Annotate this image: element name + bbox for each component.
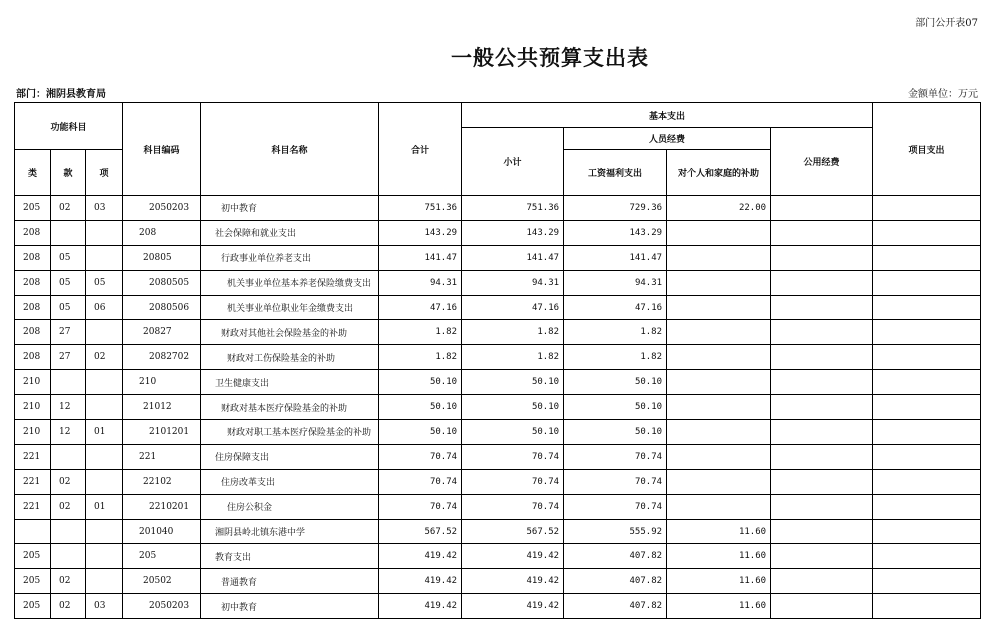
table-row <box>15 519 981 544</box>
cell-wages: 70.74 <box>564 469 667 494</box>
amount-unit-label: 金额单位：万元 <box>908 89 978 100</box>
cell-name: 社会保障和就业支出 <box>201 220 379 245</box>
cell-project <box>873 420 981 445</box>
cell-kuan <box>51 444 86 469</box>
cell-name: 住房公积金 <box>201 494 379 519</box>
cell-project <box>873 544 981 569</box>
cell-code: 2080506 <box>123 295 201 320</box>
cell-subsidy <box>667 320 771 345</box>
cell-subtotal: 567.52 <box>462 519 564 544</box>
cell-name: 普通教育 <box>201 569 379 594</box>
cell-code: 210 <box>123 370 201 395</box>
cell-kuan <box>51 370 86 395</box>
cell-xiang: 02 <box>86 345 123 370</box>
cell-subtotal: 70.74 <box>462 444 564 469</box>
cell-wages: 70.74 <box>564 444 667 469</box>
table-row <box>15 469 981 494</box>
cell-subtotal: 1.82 <box>462 320 564 345</box>
cell-public <box>771 594 873 619</box>
cell-public <box>771 370 873 395</box>
cell-code: 2050203 <box>123 196 201 221</box>
cell-name: 财政对职工基本医疗保险基金的补助 <box>201 420 379 445</box>
table-row <box>15 320 981 345</box>
cell-subsidy: 11.60 <box>667 569 771 594</box>
cell-xiang: 03 <box>86 196 123 221</box>
cell-code: 20805 <box>123 245 201 270</box>
cell-project <box>873 295 981 320</box>
cell-total: 567.52 <box>379 519 462 544</box>
cell-public <box>771 270 873 295</box>
table-row <box>15 245 981 270</box>
cell-subsidy: 11.60 <box>667 519 771 544</box>
cell-xiang <box>86 519 123 544</box>
cell-wages: 50.10 <box>564 395 667 420</box>
header-basic: 基本支出 <box>462 103 873 128</box>
table-row <box>15 494 981 519</box>
cell-subsidy <box>667 395 771 420</box>
cell-kuan: 27 <box>51 345 86 370</box>
cell-subtotal: 419.42 <box>462 544 564 569</box>
cell-public <box>771 245 873 270</box>
table-row <box>15 569 981 594</box>
cell-project <box>873 245 981 270</box>
header-kuan: 款 <box>51 150 86 196</box>
header-subtotal: 小计 <box>462 128 564 196</box>
cell-public <box>771 395 873 420</box>
cell-xiang <box>86 395 123 420</box>
cell-subtotal: 47.16 <box>462 295 564 320</box>
cell-xiang: 01 <box>86 494 123 519</box>
cell-kuan: 12 <box>51 395 86 420</box>
table-row <box>15 345 981 370</box>
cell-xiang: 06 <box>86 295 123 320</box>
cell-total: 751.36 <box>379 196 462 221</box>
cell-subsidy <box>667 494 771 519</box>
table-row <box>15 544 981 569</box>
cell-code: 221 <box>123 444 201 469</box>
cell-total: 70.74 <box>379 494 462 519</box>
cell-total: 47.16 <box>379 295 462 320</box>
cell-code: 2082702 <box>123 345 201 370</box>
cell-kuan: 02 <box>51 594 86 619</box>
cell-category: 205 <box>15 544 51 569</box>
table-row <box>15 295 981 320</box>
form-number: 部门公开表07 <box>915 18 978 29</box>
cell-wages: 555.92 <box>564 519 667 544</box>
cell-code: 201040 <box>123 519 201 544</box>
cell-project <box>873 469 981 494</box>
cell-kuan: 02 <box>51 469 86 494</box>
cell-subsidy <box>667 370 771 395</box>
cell-project <box>873 444 981 469</box>
cell-wages: 50.10 <box>564 370 667 395</box>
cell-project <box>873 519 981 544</box>
cell-subtotal: 1.82 <box>462 345 564 370</box>
cell-category: 210 <box>15 395 51 420</box>
cell-project <box>873 320 981 345</box>
cell-category: 221 <box>15 494 51 519</box>
cell-total: 70.74 <box>379 444 462 469</box>
cell-code: 208 <box>123 220 201 245</box>
cell-wages: 407.82 <box>564 594 667 619</box>
cell-xiang: 03 <box>86 594 123 619</box>
cell-xiang <box>86 320 123 345</box>
cell-subtotal: 70.74 <box>462 469 564 494</box>
cell-total: 419.42 <box>379 544 462 569</box>
cell-name: 行政事业单位养老支出 <box>201 245 379 270</box>
header-subsidy: 对个人和家庭的补助 <box>667 150 771 196</box>
header-func-subject: 功能科目 <box>15 103 123 150</box>
cell-total: 1.82 <box>379 320 462 345</box>
cell-xiang <box>86 469 123 494</box>
cell-name: 卫生健康支出 <box>201 370 379 395</box>
cell-category: 208 <box>15 270 51 295</box>
cell-xiang <box>86 220 123 245</box>
table-row <box>15 444 981 469</box>
cell-subtotal: 50.10 <box>462 395 564 420</box>
cell-code: 2101201 <box>123 420 201 445</box>
cell-public <box>771 494 873 519</box>
cell-subsidy: 11.60 <box>667 594 771 619</box>
cell-subsidy <box>667 444 771 469</box>
cell-kuan: 02 <box>51 494 86 519</box>
page-title: 一般公共预算支出表 <box>451 45 649 70</box>
cell-kuan <box>51 544 86 569</box>
cell-public <box>771 469 873 494</box>
cell-total: 143.29 <box>379 220 462 245</box>
header-cat: 类 <box>15 150 51 196</box>
table-body <box>15 196 981 619</box>
table-row <box>15 196 981 221</box>
cell-subsidy: 11.60 <box>667 544 771 569</box>
cell-category <box>15 519 51 544</box>
cell-xiang <box>86 370 123 395</box>
cell-public <box>771 345 873 370</box>
cell-name: 教育支出 <box>201 544 379 569</box>
cell-wages: 407.82 <box>564 544 667 569</box>
cell-code: 22102 <box>123 469 201 494</box>
cell-wages: 729.36 <box>564 196 667 221</box>
cell-subsidy <box>667 295 771 320</box>
cell-kuan: 27 <box>51 320 86 345</box>
cell-subsidy <box>667 420 771 445</box>
cell-subtotal: 419.42 <box>462 594 564 619</box>
cell-kuan: 05 <box>51 295 86 320</box>
cell-project <box>873 220 981 245</box>
table-row <box>15 220 981 245</box>
cell-xiang: 01 <box>86 420 123 445</box>
cell-category: 208 <box>15 245 51 270</box>
cell-total: 50.10 <box>379 370 462 395</box>
cell-public <box>771 569 873 594</box>
cell-subtotal: 751.36 <box>462 196 564 221</box>
cell-subsidy <box>667 469 771 494</box>
cell-total: 94.31 <box>379 270 462 295</box>
header-name: 科目名称 <box>201 103 379 196</box>
cell-subsidy: 22.00 <box>667 196 771 221</box>
cell-subsidy <box>667 220 771 245</box>
cell-xiang: 05 <box>86 270 123 295</box>
cell-wages: 407.82 <box>564 569 667 594</box>
table-row <box>15 420 981 445</box>
cell-total: 50.10 <box>379 420 462 445</box>
cell-public <box>771 444 873 469</box>
cell-category: 205 <box>15 594 51 619</box>
header-total: 合计 <box>379 103 462 196</box>
cell-public <box>771 295 873 320</box>
cell-subsidy <box>667 345 771 370</box>
cell-wages: 50.10 <box>564 420 667 445</box>
cell-wages: 94.31 <box>564 270 667 295</box>
cell-xiang <box>86 444 123 469</box>
cell-wages: 70.74 <box>564 494 667 519</box>
cell-public <box>771 320 873 345</box>
cell-kuan: 05 <box>51 245 86 270</box>
header-xiang: 项 <box>86 150 123 196</box>
cell-project <box>873 196 981 221</box>
cell-name: 机关事业单位基本养老保险缴费支出 <box>201 270 379 295</box>
cell-name: 财政对基本医疗保险基金的补助 <box>201 395 379 420</box>
cell-subtotal: 141.47 <box>462 245 564 270</box>
cell-code: 2080505 <box>123 270 201 295</box>
cell-kuan <box>51 519 86 544</box>
cell-category: 221 <box>15 444 51 469</box>
cell-public <box>771 220 873 245</box>
header-code: 科目编码 <box>123 103 201 196</box>
header-project: 项目支出 <box>873 103 981 196</box>
cell-code: 20827 <box>123 320 201 345</box>
cell-code: 2210201 <box>123 494 201 519</box>
cell-xiang <box>86 544 123 569</box>
budget-table <box>14 102 981 619</box>
table-row <box>15 370 981 395</box>
cell-category: 208 <box>15 345 51 370</box>
cell-total: 70.74 <box>379 469 462 494</box>
cell-subsidy <box>667 270 771 295</box>
cell-project <box>873 370 981 395</box>
cell-wages: 1.82 <box>564 320 667 345</box>
header-wages: 工资福利支出 <box>564 150 667 196</box>
table-row <box>15 594 981 619</box>
table-row <box>15 270 981 295</box>
cell-subtotal: 419.42 <box>462 569 564 594</box>
header-public: 公用经费 <box>771 128 873 196</box>
header-personnel: 人员经费 <box>564 128 771 150</box>
cell-code: 21012 <box>123 395 201 420</box>
cell-wages: 143.29 <box>564 220 667 245</box>
cell-name: 湘阴县岭北镇东港中学 <box>201 519 379 544</box>
cell-code: 205 <box>123 544 201 569</box>
cell-category: 210 <box>15 370 51 395</box>
cell-kuan: 05 <box>51 270 86 295</box>
cell-name: 住房改革支出 <box>201 469 379 494</box>
cell-subtotal: 94.31 <box>462 270 564 295</box>
cell-project <box>873 345 981 370</box>
cell-subsidy <box>667 245 771 270</box>
cell-code: 20502 <box>123 569 201 594</box>
cell-name: 初中教育 <box>201 594 379 619</box>
cell-public <box>771 519 873 544</box>
cell-total: 50.10 <box>379 395 462 420</box>
cell-total: 1.82 <box>379 345 462 370</box>
cell-wages: 1.82 <box>564 345 667 370</box>
cell-category: 208 <box>15 320 51 345</box>
department-label: 部门：湘阴县教育局 <box>16 89 106 100</box>
cell-name: 住房保障支出 <box>201 444 379 469</box>
cell-project <box>873 270 981 295</box>
cell-project <box>873 569 981 594</box>
cell-project <box>873 395 981 420</box>
cell-xiang <box>86 245 123 270</box>
cell-code: 2050203 <box>123 594 201 619</box>
cell-kuan <box>51 220 86 245</box>
cell-kuan: 02 <box>51 196 86 221</box>
cell-public <box>771 420 873 445</box>
cell-public <box>771 544 873 569</box>
cell-subtotal: 50.10 <box>462 420 564 445</box>
cell-category: 208 <box>15 220 51 245</box>
cell-kuan: 02 <box>51 569 86 594</box>
cell-public <box>771 196 873 221</box>
cell-subtotal: 143.29 <box>462 220 564 245</box>
cell-category: 210 <box>15 420 51 445</box>
cell-total: 419.42 <box>379 594 462 619</box>
cell-xiang <box>86 569 123 594</box>
cell-subtotal: 70.74 <box>462 494 564 519</box>
cell-total: 141.47 <box>379 245 462 270</box>
cell-category: 205 <box>15 196 51 221</box>
cell-category: 205 <box>15 569 51 594</box>
cell-kuan: 12 <box>51 420 86 445</box>
cell-category: 208 <box>15 295 51 320</box>
cell-wages: 141.47 <box>564 245 667 270</box>
cell-project <box>873 594 981 619</box>
cell-subtotal: 50.10 <box>462 370 564 395</box>
cell-name: 财政对其他社会保险基金的补助 <box>201 320 379 345</box>
cell-name: 财政对工伤保险基金的补助 <box>201 345 379 370</box>
cell-wages: 47.16 <box>564 295 667 320</box>
table-row <box>15 395 981 420</box>
cell-name: 初中教育 <box>201 196 379 221</box>
cell-total: 419.42 <box>379 569 462 594</box>
cell-project <box>873 494 981 519</box>
cell-category: 221 <box>15 469 51 494</box>
cell-name: 机关事业单位职业年金缴费支出 <box>201 295 379 320</box>
